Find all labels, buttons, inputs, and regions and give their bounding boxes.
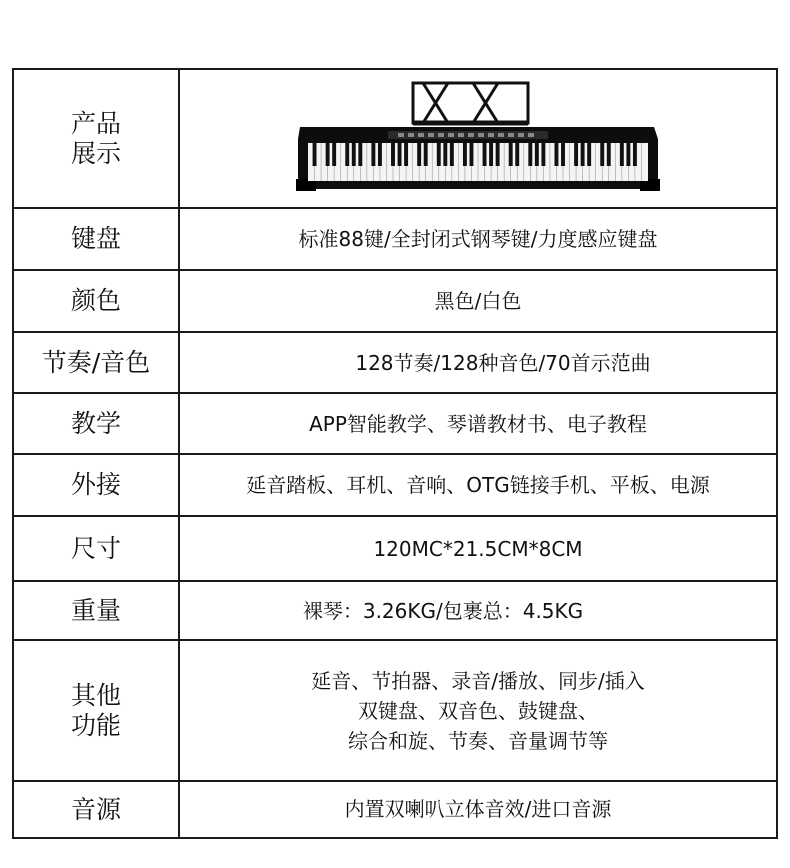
black-key bbox=[345, 143, 349, 166]
row-sound-source bbox=[13, 781, 777, 838]
black-key bbox=[633, 143, 637, 166]
row-size bbox=[13, 516, 777, 581]
value-line: 延音踏板、耳机、音响、OTG链接手机、平板、电源 bbox=[246, 473, 710, 497]
label-line: 教学 bbox=[70, 408, 121, 438]
label-line: 外接 bbox=[70, 470, 121, 499]
black-key bbox=[515, 143, 519, 166]
value-line: 裸琴：3.26KG/包裹总：4.5KG bbox=[302, 599, 584, 623]
row-color bbox=[13, 270, 777, 332]
row-teaching bbox=[13, 393, 777, 454]
label-external bbox=[13, 454, 179, 516]
value-line: 延音、节拍器、录音/播放、同步/插入 bbox=[311, 668, 645, 693]
black-key bbox=[371, 143, 375, 166]
value-weight bbox=[179, 581, 777, 640]
label-line: 重量 bbox=[70, 595, 121, 625]
black-key bbox=[358, 143, 362, 166]
label-keyboard bbox=[13, 208, 179, 270]
value-external bbox=[179, 454, 777, 516]
row-external bbox=[13, 454, 777, 516]
black-key bbox=[555, 143, 559, 166]
value-line: 双键盘、双音色、鼓键盘、 bbox=[358, 698, 598, 723]
black-key bbox=[509, 143, 513, 166]
black-key bbox=[483, 143, 487, 166]
black-key bbox=[535, 143, 539, 166]
label-line: 展示 bbox=[70, 138, 121, 168]
spec-table bbox=[12, 68, 778, 839]
row-rhythm-tone bbox=[13, 332, 777, 393]
row-other-functions bbox=[13, 640, 777, 781]
black-key bbox=[463, 143, 467, 166]
black-key bbox=[398, 143, 402, 166]
label-line: 节奏/音色 bbox=[41, 347, 151, 377]
label-line: 音源 bbox=[70, 794, 121, 824]
black-key bbox=[581, 143, 585, 166]
label-color bbox=[13, 270, 179, 332]
black-key bbox=[378, 143, 382, 166]
label-product-display bbox=[13, 69, 179, 208]
black-key bbox=[332, 143, 336, 166]
black-key bbox=[528, 143, 532, 166]
label-sound-source bbox=[13, 781, 179, 838]
black-key bbox=[470, 143, 474, 166]
row-keyboard bbox=[13, 208, 777, 270]
label-line: 功能 bbox=[70, 710, 121, 740]
row-product-display bbox=[13, 69, 777, 208]
black-key bbox=[626, 143, 630, 166]
black-key bbox=[326, 143, 330, 166]
value-keyboard bbox=[179, 208, 777, 270]
value-line: 综合和旋、节奏、音量调节等 bbox=[348, 728, 608, 753]
black-key bbox=[352, 143, 356, 166]
value-other-functions bbox=[179, 640, 777, 781]
black-key bbox=[620, 143, 624, 166]
label-other-functions bbox=[13, 640, 179, 781]
label-line: 键盘 bbox=[70, 224, 121, 253]
label-line: 产品 bbox=[70, 108, 121, 138]
label-teaching bbox=[13, 393, 179, 454]
label-line: 颜色 bbox=[70, 286, 121, 315]
black-key bbox=[443, 143, 447, 166]
black-key bbox=[313, 143, 317, 166]
label-weight bbox=[13, 581, 179, 640]
product-image-cell bbox=[179, 69, 777, 208]
black-key bbox=[450, 143, 454, 166]
value-size bbox=[179, 516, 777, 581]
black-key bbox=[561, 143, 565, 166]
label-line: 尺寸 bbox=[70, 533, 121, 563]
value-rhythm-tone bbox=[179, 332, 777, 393]
value-sound-source bbox=[179, 781, 777, 838]
black-key bbox=[424, 143, 428, 166]
piano-image bbox=[288, 79, 668, 199]
label-rhythm-tone bbox=[13, 332, 179, 393]
black-key bbox=[404, 143, 408, 166]
black-key bbox=[417, 143, 421, 166]
black-key bbox=[541, 143, 545, 166]
black-key bbox=[391, 143, 395, 166]
value-line: 128节奏/128种音色/70首示范曲 bbox=[355, 350, 651, 375]
black-key bbox=[496, 143, 500, 166]
black-key bbox=[437, 143, 441, 166]
label-line: 其他 bbox=[70, 680, 121, 710]
black-key bbox=[489, 143, 493, 166]
value-color bbox=[179, 270, 777, 332]
label-size bbox=[13, 516, 179, 581]
value-line: 120MC*21.5CM*8CM bbox=[373, 536, 583, 561]
black-key bbox=[607, 143, 611, 166]
black-key bbox=[574, 143, 578, 166]
value-line: 标准88键/全封闭式钢琴键/力度感应键盘 bbox=[298, 227, 658, 251]
value-line: APP智能教学、琴谱教材书、电子教程 bbox=[309, 411, 647, 436]
black-key bbox=[600, 143, 604, 166]
black-key bbox=[587, 143, 591, 166]
value-line: 内置双喇叭立体音效/进口音源 bbox=[344, 797, 612, 821]
value-teaching bbox=[179, 393, 777, 454]
value-line: 黑色/白色 bbox=[434, 289, 522, 313]
music-stand bbox=[413, 83, 528, 123]
row-weight bbox=[13, 581, 777, 640]
